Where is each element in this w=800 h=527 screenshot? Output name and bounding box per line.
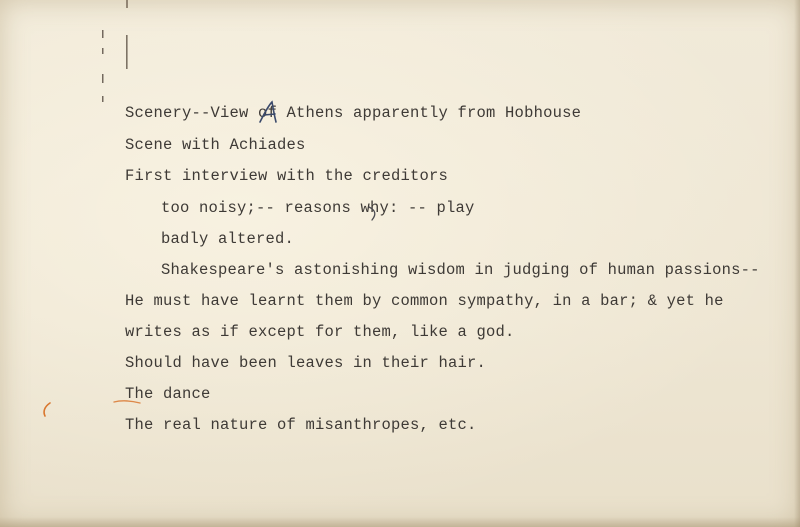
- text-line-6: Shakespeare's astonishing wisdom in judging of human passions--: [161, 261, 760, 279]
- text-line-3: First interview with the creditors: [125, 167, 449, 185]
- paper-bottom-edge: [0, 517, 800, 527]
- text-line-4: too noisy;-- reasons why: -- play: [161, 199, 475, 217]
- text-line-1: Scenery--View of Athens apparently from Hobhouse: [125, 104, 582, 122]
- text-line-7: He must have learnt them by common sympathy, in a bar; & yet he: [125, 292, 724, 310]
- text-line-9: Should have been leaves in their hair.: [125, 354, 487, 372]
- paper-edge-shadow: [794, 0, 800, 527]
- text-line-2: Scene with Achiades: [125, 136, 306, 154]
- pencil-slash-mark: [366, 203, 380, 223]
- text-line-10: The dance: [125, 385, 211, 403]
- text-line-8: writes as if except for them, like a god.: [125, 323, 515, 341]
- text-line-5: badly altered.: [161, 230, 295, 248]
- orange-pencil-mark: [38, 400, 60, 420]
- text-line-11: The real nature of misanthropes, etc.: [125, 416, 477, 434]
- handwritten-correction-mark: [256, 100, 286, 128]
- binding-marks: [98, 0, 138, 110]
- orange-underline-mark: [112, 396, 142, 410]
